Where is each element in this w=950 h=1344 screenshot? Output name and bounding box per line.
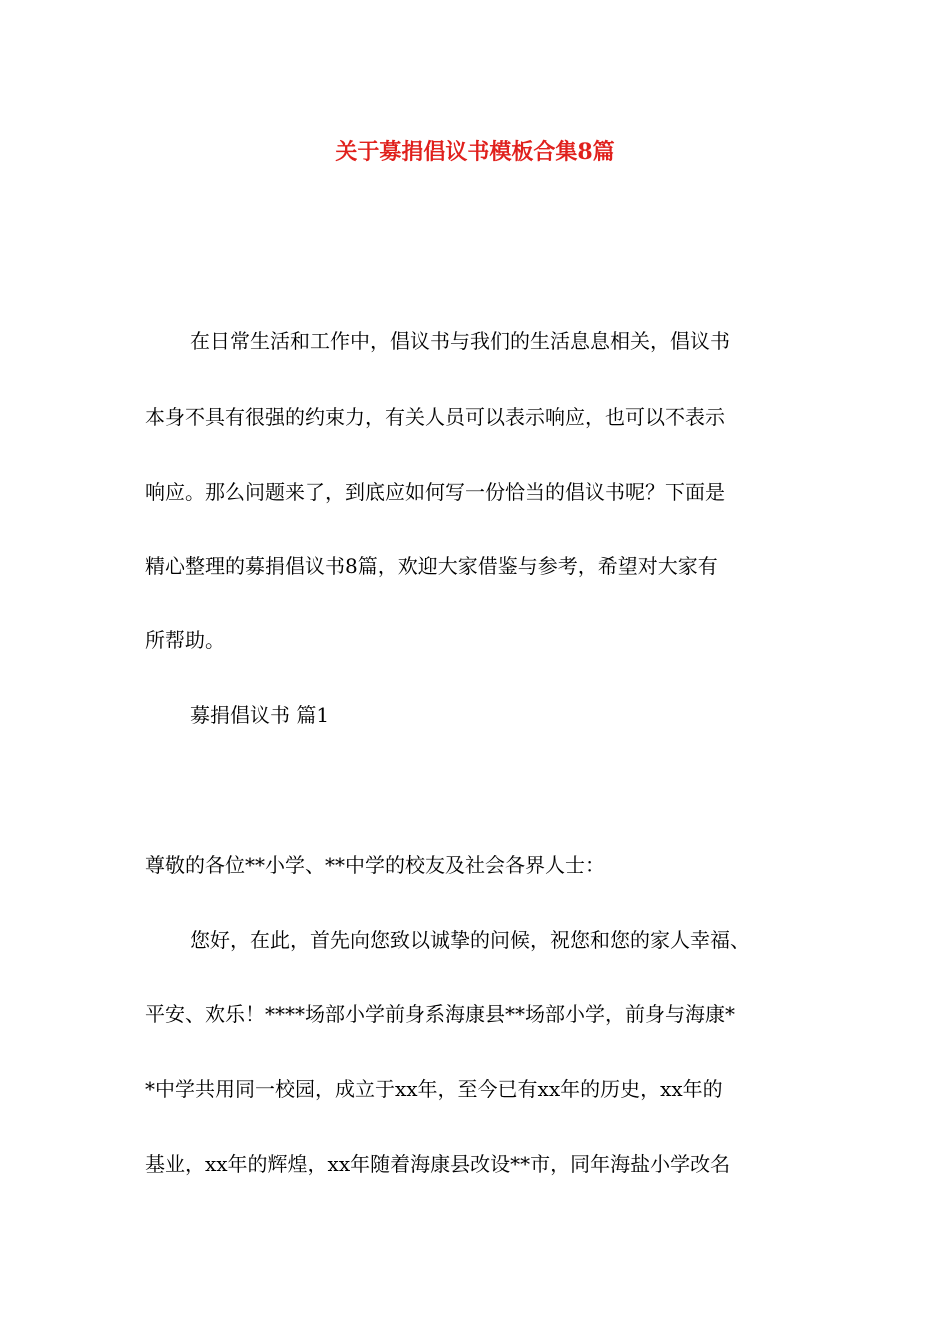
intro-line: 所帮助。: [145, 628, 225, 652]
intro-line: 本身不具有很强的约束力，有关人员可以表示响应，也可以不表示: [145, 405, 725, 429]
intro-line: 响应。那么问题来了，到底应如何写一份恰当的倡议书呢？下面是: [145, 480, 725, 504]
intro-line: 在日常生活和工作中，倡议书与我们的生活息息相关，倡议书: [190, 329, 730, 353]
section-heading: 募捐倡议书 篇1: [190, 703, 330, 727]
body-line: *中学共用同一校园，成立于xx年，至今已有xx年的历史，xx年的: [145, 1077, 723, 1101]
body-line: 基业，xx年的辉煌，xx年随着海康县改设**市，同年海盐小学改名: [145, 1152, 731, 1176]
body-line: 您好，在此，首先向您致以诚挚的问候，祝您和您的家人幸福、: [190, 928, 750, 952]
body-line: 平安、欢乐！****场部小学前身系海康县**场部小学，前身与海康*: [145, 1002, 735, 1026]
document-title: 关于募捐倡议书模板合集8篇: [335, 139, 615, 165]
salutation: 尊敬的各位**小学、**中学的校友及社会各界人士：: [145, 853, 605, 877]
intro-line: 精心整理的募捐倡议书8篇，欢迎大家借鉴与参考，希望对大家有: [145, 554, 718, 578]
